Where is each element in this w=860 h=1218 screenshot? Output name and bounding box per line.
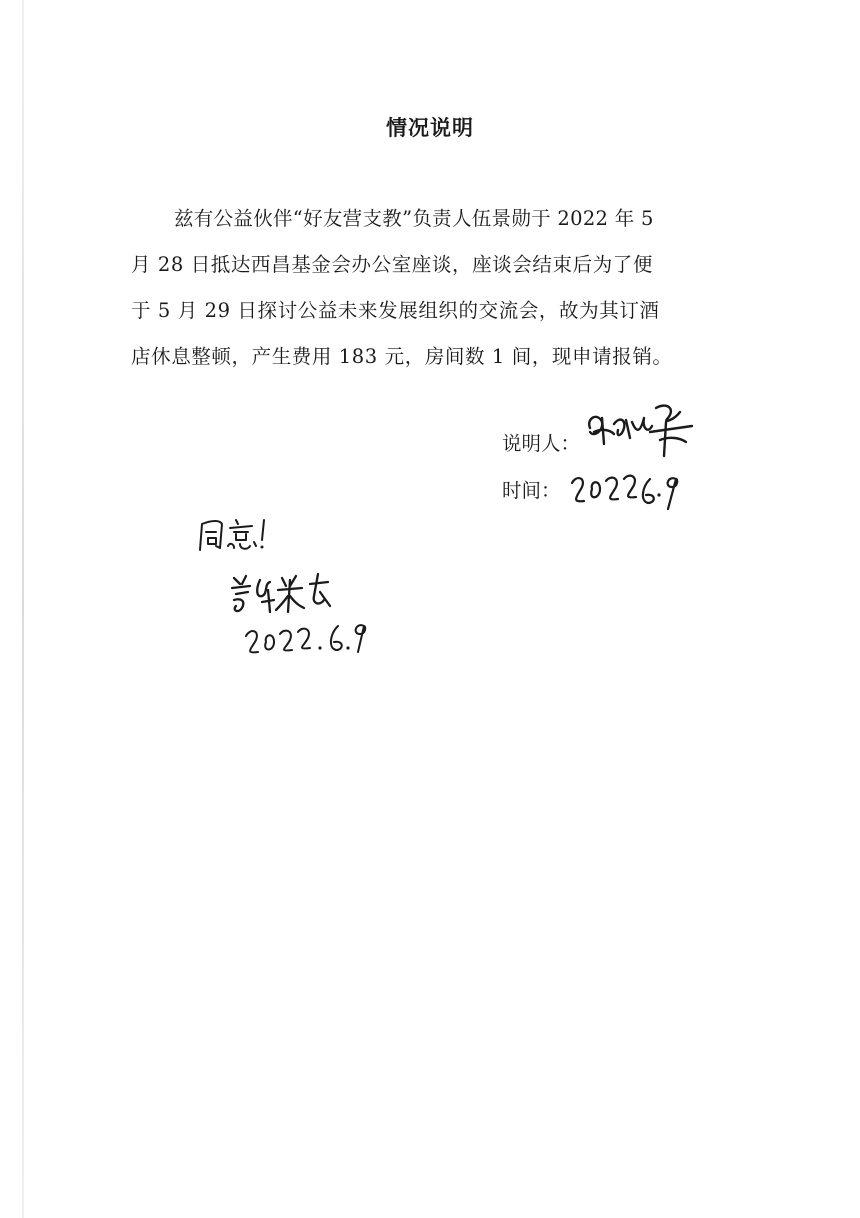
document-title: 情况说明 bbox=[386, 116, 474, 140]
explainer-signature bbox=[580, 398, 700, 460]
paragraph-line-1: 兹有公益伙伴“好友营支教”负责人伍景勋于 2022 年 5 bbox=[174, 207, 654, 230]
paragraph-line-3: 于 5 月 29 日探讨公益未来发展组织的交流会，故为其订酒 bbox=[131, 299, 660, 322]
scan-edge bbox=[22, 0, 24, 1218]
paragraph-line-2: 月 28 日抵达西昌基金会办公室座谈，座谈会结束后为了便 bbox=[131, 253, 654, 276]
approval-note-handwriting bbox=[196, 512, 276, 556]
explainer-label: 说明人： bbox=[502, 432, 581, 455]
time-label: 时间： bbox=[502, 479, 561, 502]
explainer-date-handwriting bbox=[566, 465, 686, 515]
paragraph-line-4: 店休息整顿，产生费用 183 元，房间数 1 间，现申请报销。 bbox=[131, 345, 673, 368]
approval-date-handwriting bbox=[240, 612, 368, 662]
